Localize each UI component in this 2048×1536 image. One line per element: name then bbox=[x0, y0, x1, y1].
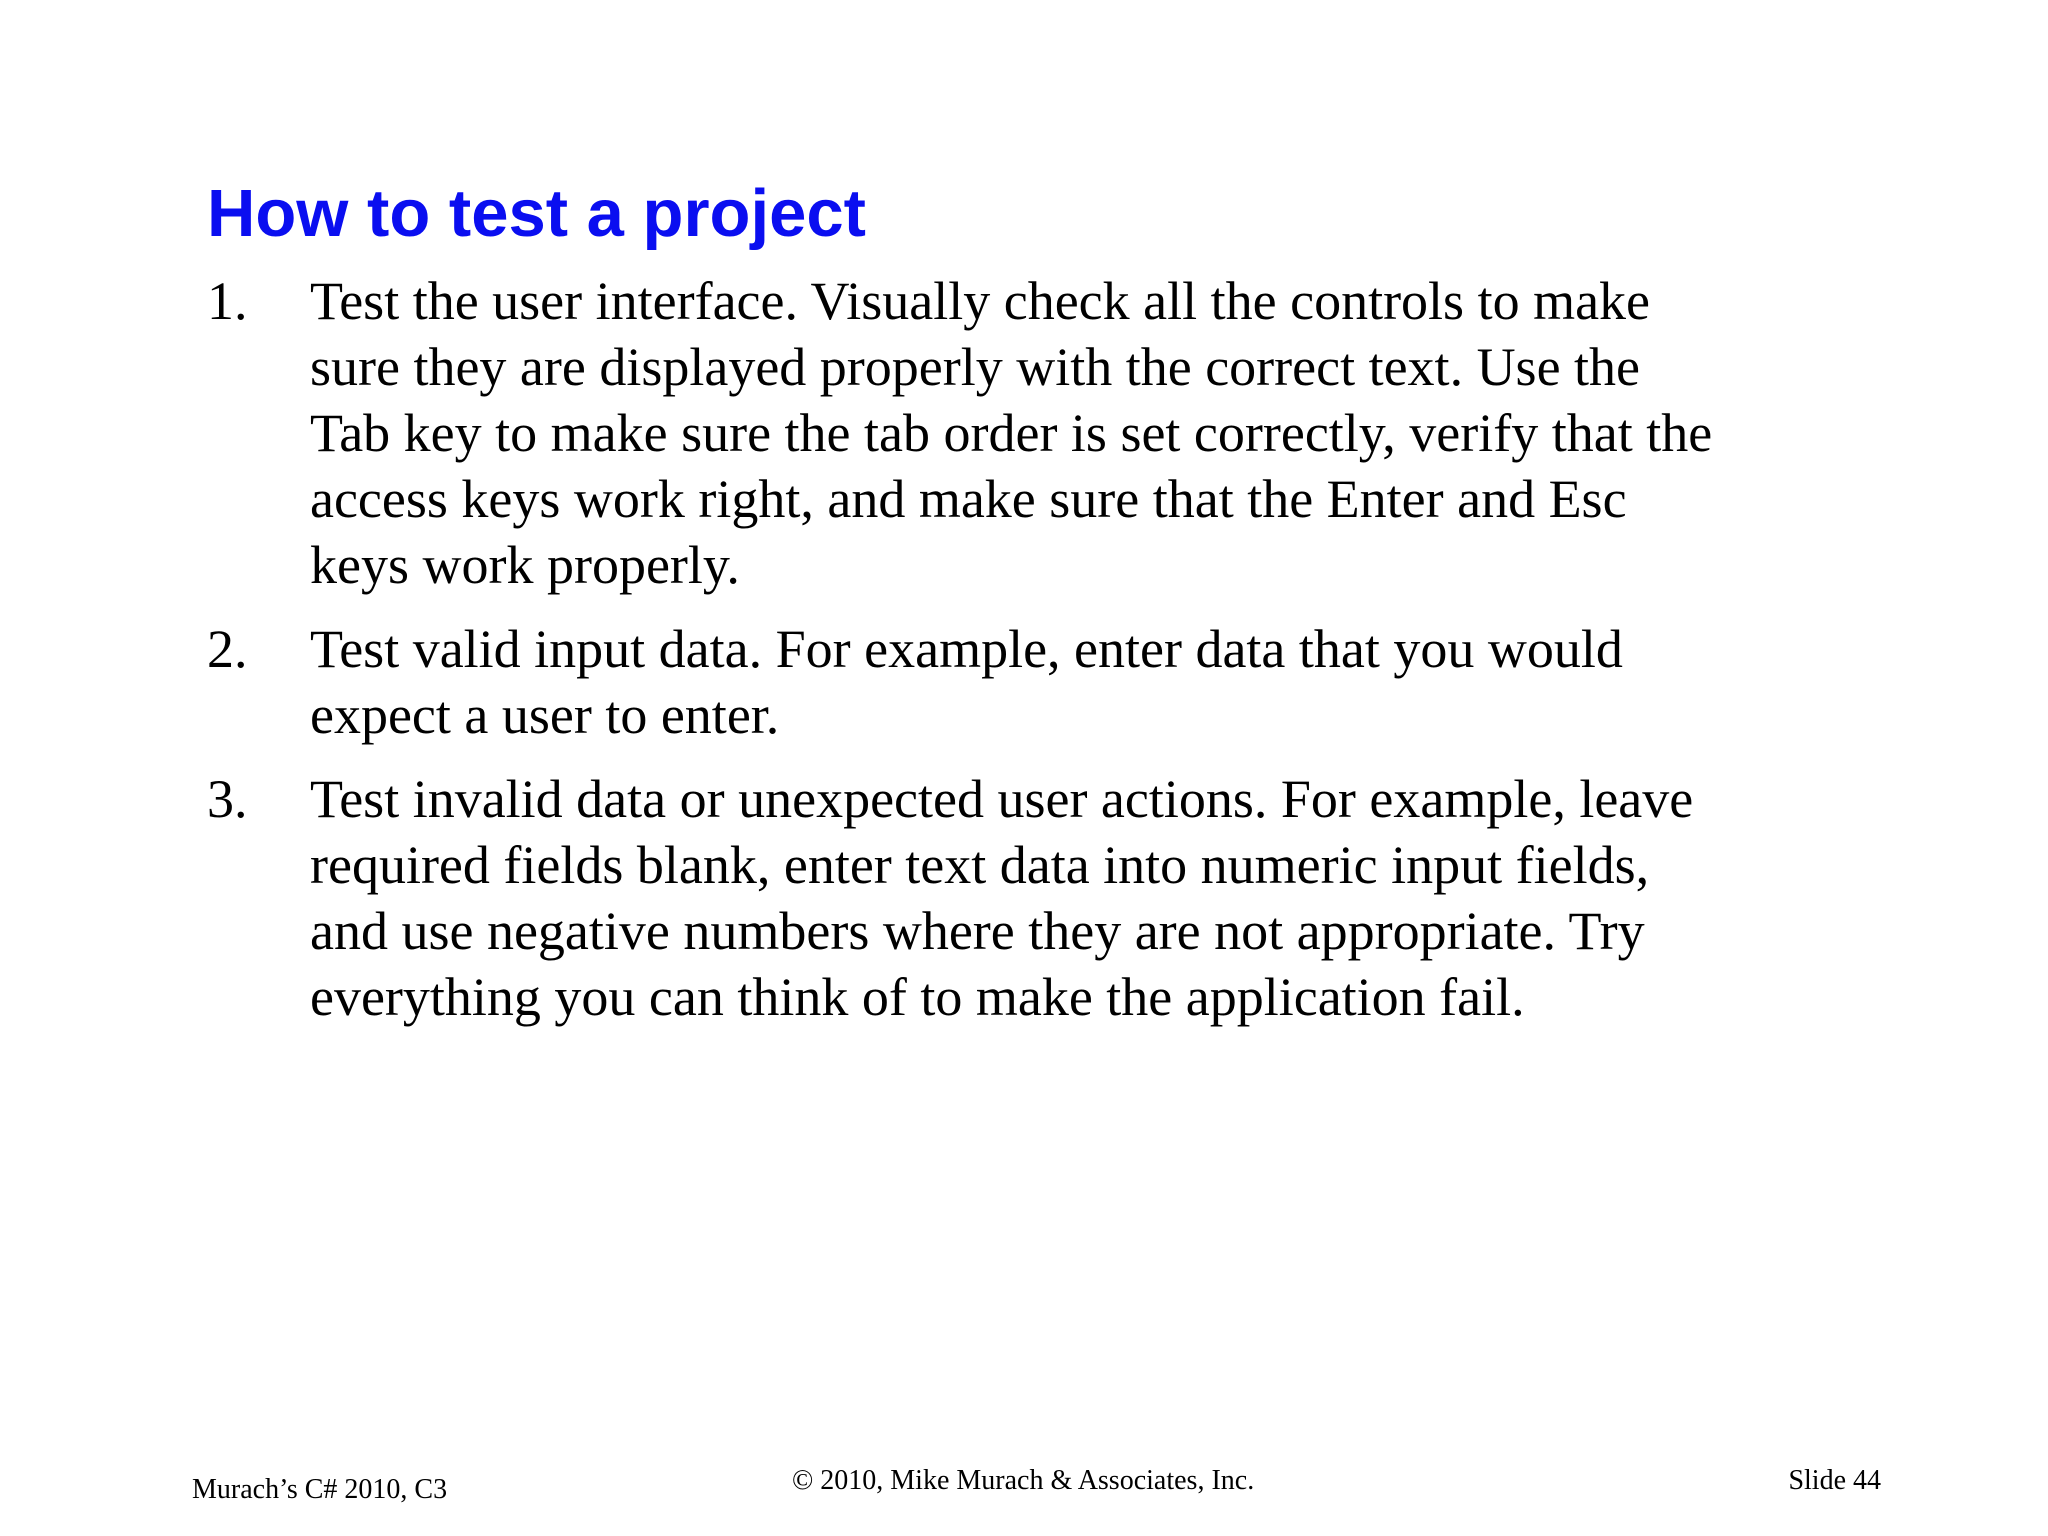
step-text bbox=[310, 766, 1840, 1030]
steps-list bbox=[207, 268, 1907, 1048]
footer-copyright: © 2010, Mike Murach & Associates, Inc. bbox=[792, 1465, 1255, 1496]
step-line: expect a user to enter. bbox=[310, 685, 780, 745]
step-line: everything you can think of to make the application fail. bbox=[310, 967, 1525, 1027]
step-line: and use negative numbers where they are not appropriate. Try bbox=[310, 901, 1645, 961]
step-text bbox=[310, 268, 1840, 598]
step-line: sure they are displayed properly with the correct text. Use the bbox=[310, 337, 1641, 397]
slide-title: How to test a project bbox=[207, 176, 866, 251]
step-line: access keys work right, and make sure that the Enter and Esc bbox=[310, 469, 1627, 529]
step-number: 3. bbox=[207, 769, 248, 829]
step-line: keys work properly. bbox=[310, 535, 740, 595]
step-number: 1. bbox=[207, 271, 248, 331]
step-item bbox=[207, 766, 1907, 1030]
step-line: required fields blank, enter text data into numeric input fields, bbox=[310, 835, 1650, 895]
step-line: Test valid input data. For example, enter data that you would bbox=[310, 619, 1623, 679]
step-item bbox=[207, 268, 1907, 598]
step-line: Test the user interface. Visually check all the controls to make bbox=[310, 271, 1651, 331]
step-number: 2. bbox=[207, 619, 248, 679]
step-item bbox=[207, 616, 1907, 748]
step-line: Tab key to make sure the tab order is set correctly, verify that the bbox=[310, 403, 1713, 463]
footer-slide-number: Slide 44 bbox=[1788, 1465, 1881, 1496]
step-line: Test invalid data or unexpected user actions. For example, leave bbox=[310, 769, 1694, 829]
footer-book-title: Murach’s C# 2010, C3 bbox=[192, 1474, 448, 1505]
step-text bbox=[310, 616, 1840, 748]
